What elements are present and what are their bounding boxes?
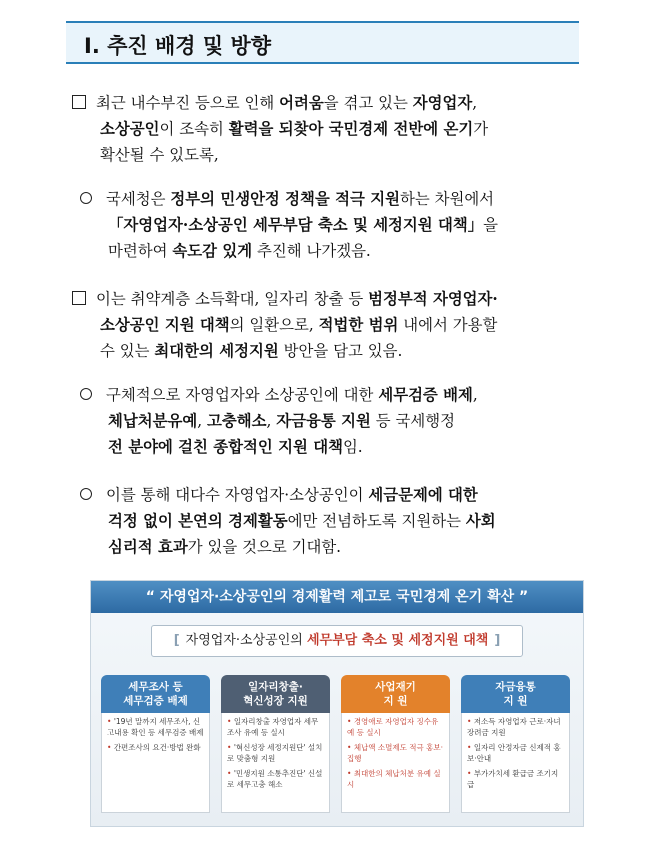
section-heading: Ⅰ. 추진 배경 및 방향 <box>84 34 272 58</box>
section-heading-box <box>66 21 579 64</box>
p5-bold: 세금문제에 대한 <box>368 486 478 504</box>
p2-text: 을 <box>483 216 499 234</box>
p5-text: 에만 전념하도록 지원하는 <box>287 512 466 530</box>
card-job-creation <box>221 675 330 815</box>
card-title: 혁신성장 지원 <box>243 695 308 707</box>
p4-text: , <box>197 412 208 430</box>
card-title: 지 원 <box>503 695 528 707</box>
paragraph-2 <box>80 186 498 264</box>
p4-text: 임. <box>342 438 363 456</box>
p5-bold: 심리적 효과 <box>108 538 188 556</box>
p3-text: 의 일환으로, <box>229 316 319 334</box>
infographic-banner: “ 자영업자·소상공인의 경제활력 제고로 국민경제 온기 확산 ” <box>91 581 583 613</box>
card-item: • '혁신성장 세정지원단' 설치로 맞춤형 지원 <box>227 743 323 763</box>
card-item: • 경영애로 자영업자 징수유예 등 실시 <box>347 717 439 737</box>
p2-text: 마련하여 <box>108 242 173 260</box>
card-business-restart <box>341 675 450 815</box>
square-bullet-icon <box>72 95 86 109</box>
p5-bold: 사회 <box>465 512 496 530</box>
p4-bold: 체납처분유예 <box>108 412 198 430</box>
card-title: 일자리창출· <box>248 681 303 693</box>
p1-text: 확산될 수 있도록, <box>100 146 219 164</box>
p5-text: 이를 통해 대다수 자영업자·소상공인이 <box>106 486 369 504</box>
p1-text: 이 조속히 <box>159 120 229 138</box>
subtitle-text: 자영업자·소상공인의 <box>185 633 307 648</box>
card-item: • 일자리 안정자금 신제적 홍보·안내 <box>467 743 561 763</box>
p3-bold: 범정부적 자영업자· <box>368 290 498 308</box>
p1-bold: 어려움 <box>279 94 324 112</box>
p4-bold: 고충해소 <box>207 412 267 430</box>
p3-bold: 적법한 범위 <box>318 316 399 334</box>
card-body <box>341 713 450 813</box>
card-header <box>461 675 570 713</box>
card-header <box>341 675 450 713</box>
card-title: 사업재기 <box>375 681 416 693</box>
p4-text: , <box>472 386 478 404</box>
p3-text: 방안을 담고 있음. <box>278 342 403 360</box>
p4-text: 등 국세행정 <box>370 412 455 430</box>
paragraph-5 <box>80 482 496 560</box>
p2-bold: 속도감 있게 <box>172 242 253 260</box>
p4-bold: 자금융통 지원 <box>276 412 371 430</box>
card-item: • 부가가치세 환급금 조기지급 <box>467 769 559 789</box>
p5-text: 가 있을 것으로 기대함. <box>187 538 342 556</box>
card-item: • '민생지원 소통추진단' 신설로 세무고충 해소 <box>227 769 323 789</box>
paragraph-4 <box>80 382 478 460</box>
infographic-subtitle <box>151 625 523 657</box>
square-bullet-icon <box>72 291 86 305</box>
p3-bold: 소상공인 지원 대책 <box>100 316 230 334</box>
circle-bullet-icon <box>80 488 92 500</box>
p1-text: 을 겪고 있는 <box>323 94 413 112</box>
p2-text: 국세청은 <box>106 190 171 208</box>
p2-text: 하는 차원에서 <box>399 190 495 208</box>
paragraph-1 <box>72 90 488 168</box>
card-item: • '19년 말까지 세무조사, 신고내용 확인 등 세무검증 배제 <box>107 717 204 737</box>
p5-bold: 걱정 없이 본연의 경제활동 <box>108 512 288 530</box>
p4-bold: 전 분야에 걸친 종합적인 지원 대책 <box>108 438 343 456</box>
card-title: 자금융통 <box>495 681 536 693</box>
card-item: • 일자리창출 자영업자 세무조사 유예 등 실시 <box>227 717 319 737</box>
card-header <box>101 675 210 713</box>
p1-text: 최근 내수부진 등으로 인해 <box>96 94 280 112</box>
p3-text: 수 있는 <box>100 342 155 360</box>
p1-bold: 활력을 되찾아 국민경제 전반에 온기 <box>228 120 474 138</box>
card-title: 세무조사 등 <box>128 681 183 693</box>
card-tax-audit <box>101 675 210 815</box>
subtitle-highlight: 세무부담 축소 및 세정지원 대책 <box>306 633 489 648</box>
card-item: • 저소득 자영업자 근로·자녀장려금 지원 <box>467 717 561 737</box>
p2-bold: 「자영업자·소상공인 세무부담 축소 및 세정지원 대책」 <box>108 216 484 234</box>
bracket-open-icon: [ <box>173 633 180 648</box>
p1-text: , <box>472 94 478 112</box>
card-funding-support <box>461 675 570 815</box>
infographic <box>90 580 584 827</box>
card-title: 지 원 <box>383 695 408 707</box>
p1-bold: 자영업자 <box>412 94 473 112</box>
p2-bold: 정부의 민생안정 정책을 적극 지원 <box>170 190 400 208</box>
p2-text: 추진해 나가겠음. <box>252 242 371 260</box>
p4-text: , <box>266 412 277 430</box>
p4-text: 구체적으로 자영업자와 소상공인에 대한 <box>106 386 379 404</box>
card-title: 세무검증 배제 <box>123 695 188 707</box>
paragraph-3 <box>72 286 498 364</box>
p1-bold: 소상공인 <box>100 120 160 138</box>
p1-text: 가 <box>473 120 489 138</box>
card-item: • 체납액 소멸제도 적극 홍보·집행 <box>347 743 444 763</box>
circle-bullet-icon <box>80 192 92 204</box>
p3-bold: 최대한의 세정지원 <box>154 342 279 360</box>
circle-bullet-icon <box>80 388 92 400</box>
bracket-close-icon: ] <box>494 633 501 648</box>
card-body <box>101 713 210 813</box>
card-body <box>461 713 570 813</box>
card-header <box>221 675 330 713</box>
p3-text: 내에서 가용할 <box>398 316 498 334</box>
p4-bold: 세무검증 배제 <box>378 386 473 404</box>
card-body <box>221 713 330 813</box>
p3-text: 이는 취약계층 소득확대, 일자리 창출 등 <box>96 290 369 308</box>
card-item: • 최대한의 체납처분 유예 실시 <box>347 769 441 789</box>
card-item: • 간편조사의 요건·방법 완화 <box>107 743 201 752</box>
